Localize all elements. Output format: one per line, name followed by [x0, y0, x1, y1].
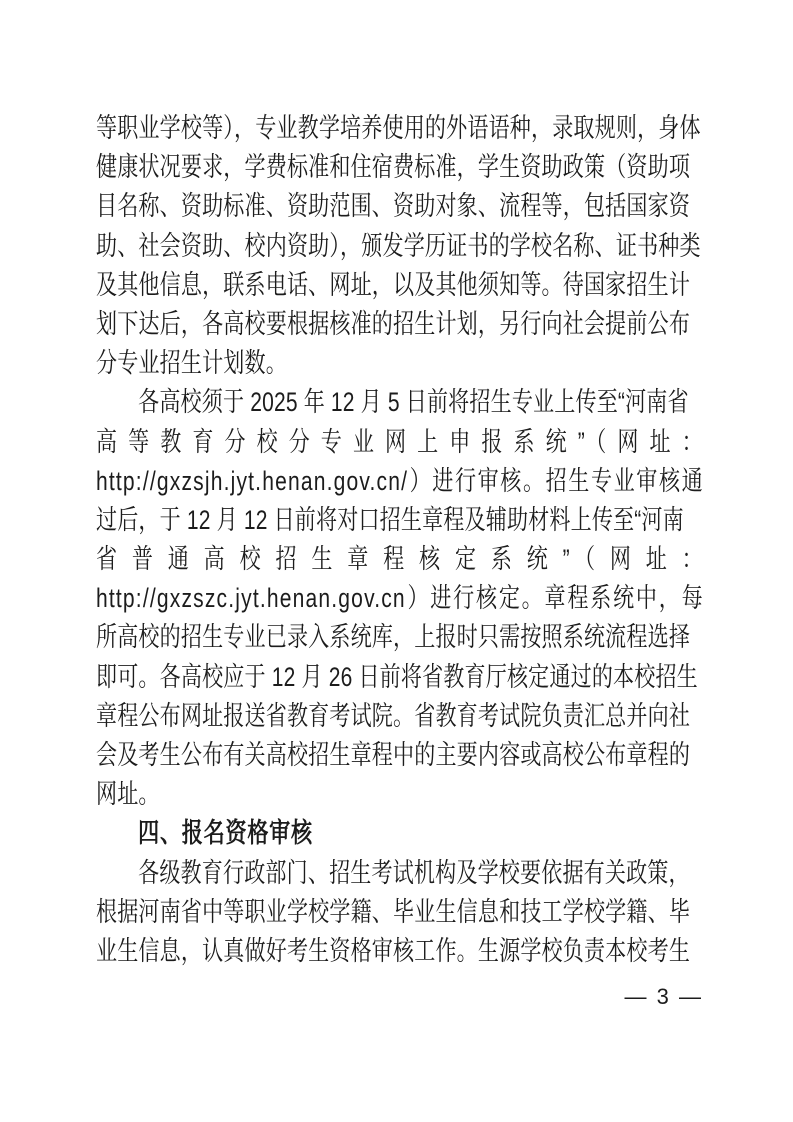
text-line-with-url: [96, 462, 703, 501]
text-line: 网址。: [96, 779, 160, 810]
text-line: 目名称、资助标准、资助范围、资助对象、流程等，包括国家资: [96, 191, 691, 222]
text-line: 根据河南省中等职业学校学籍、毕业生信息和技工学校学籍、毕: [96, 896, 691, 927]
text-line: 健康状况要求，学费标准和住宿费标准，学生资助政策（资助项: [96, 152, 691, 183]
text-line-justified: 省普通高校招生章程核定系统”（网址：: [96, 544, 703, 575]
page-number: — 3 —: [624, 984, 703, 1009]
text-line: 所高校的招生专业已录入系统库，上报时只需按照系统流程选择: [96, 622, 691, 653]
text-line-with-url: [96, 579, 703, 618]
url-text: http://gxzsjh.jyt.henan.gov.cn/: [96, 465, 409, 496]
paragraph-first-line: 各高校须于 2025 年 12 月 5 日前将招生专业上传至“河南省: [138, 387, 689, 418]
document-text-block: [96, 109, 703, 971]
text-line: 会及考生公布有关高校招生章程中的主要内容或高校公布章程的: [96, 740, 691, 770]
text-line: 等职业学校等），专业教学培养使用的外语语种，录取规则，身体: [96, 113, 701, 143]
text-line-justified: 高等教育分校分专业网上申报系统”（网址：: [96, 426, 703, 457]
text-line: 划下达后，各高校要根据核准的招生计划，另行向社会提前公布: [96, 308, 691, 339]
text-line: 业生信息，认真做好考生资格审核工作。生源学校负责本校考生: [96, 935, 691, 966]
text-line: 助、社会资助、校内资助），颁发学历证书的学校名称、证书种类: [96, 230, 701, 261]
text-line: 章程公布网址报送省教育考试院。省教育考试院负责汇总并向社: [96, 700, 691, 731]
section-heading: 四、报名资格审核: [138, 818, 313, 849]
text-line: 过后，于 12 月 12 日前将对口招生章程及辅助材料上传至“河南: [96, 504, 684, 535]
text-after-url: ）进行审核。招生专业审核通: [408, 465, 703, 496]
paragraph-first-line: 各级教育行政部门、招生考试机构及学校要依据有关政策，: [138, 857, 690, 888]
url-text: http://gxzszc.jyt.henan.gov.cn: [96, 583, 406, 614]
text-line: 分专业招生计划数。: [96, 348, 287, 379]
text-after-url: ）进行核定。章程系统中，每: [405, 583, 703, 614]
text-line: 及其他信息，联系电话、网址，以及其他须知等。待国家招生计: [96, 269, 691, 300]
text-line: 即可。各高校应于 12 月 26 日前将省教育厅核定通过的本校招生: [96, 661, 698, 692]
